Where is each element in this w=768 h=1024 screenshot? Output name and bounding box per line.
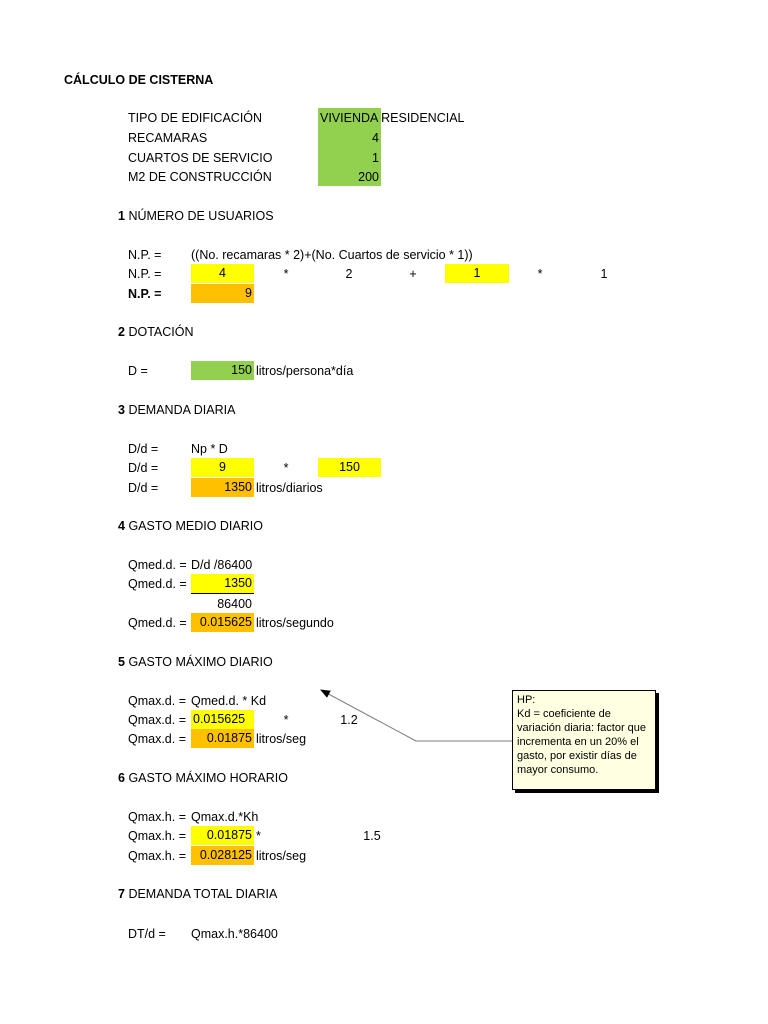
s6-qmaxd-cell[interactable]: 0.01875	[191, 826, 254, 845]
s5-kd-value: 1.2	[340, 713, 358, 727]
recamaras-value[interactable]: 4	[372, 131, 379, 145]
s3-result-label: D/d =	[128, 481, 159, 495]
s5-operator: *	[283, 713, 289, 727]
section-4-title: GASTO MEDIO DIARIO	[128, 519, 263, 533]
tipo-label: TIPO DE EDIFICACIÓN	[128, 111, 263, 125]
s3-unit: litros/diarios	[256, 481, 323, 495]
s4-result-cell[interactable]: 0.015625	[191, 613, 254, 632]
s3-np-cell[interactable]: 9	[191, 458, 254, 477]
tipo-value[interactable]: VIVIENDA RESIDENCIAL	[320, 111, 465, 125]
section-6-title: GASTO MÁXIMO HORARIO	[128, 771, 288, 785]
s1-recamaras-cell[interactable]: 4	[191, 264, 254, 283]
section-6-heading	[118, 770, 288, 786]
s1-operator-3: *	[537, 267, 543, 281]
s5-formula-label: Qmax.d. =	[128, 694, 187, 708]
s4-formula-label: Qmed.d. =	[128, 558, 187, 572]
s2-dotacion-cell[interactable]: 150	[191, 361, 254, 380]
s1-formula: ((No. recamaras * 2)+(No. Cuartos de servicio * 1))	[191, 248, 473, 262]
s4-unit: litros/segundo	[256, 616, 334, 630]
m2-label: M2 DE CONSTRUCCIÓN	[128, 170, 272, 184]
section-2-number: 2	[118, 325, 125, 339]
s1-formula-label: N.P. =	[128, 248, 162, 262]
section-3-number: 3	[118, 403, 125, 417]
s6-operator: *	[256, 829, 261, 843]
s5-unit: litros/seg	[256, 732, 307, 746]
comment-heading: HP:	[517, 694, 536, 706]
section-7-heading	[118, 886, 277, 902]
page-title: CÁLCULO DE CISTERNA	[64, 73, 214, 87]
s3-result-cell[interactable]: 1350	[191, 478, 254, 497]
section-7-number: 7	[118, 887, 125, 901]
s6-unit: litros/seg	[256, 849, 307, 863]
s5-result-label: Qmax.d. =	[128, 732, 187, 746]
section-6-number: 6	[118, 771, 125, 785]
s7-formula: Qmax.h.*86400	[191, 927, 278, 941]
s6-formula: Qmax.d.*Kh	[191, 810, 259, 824]
s6-values-label: Qmax.h. =	[128, 829, 187, 843]
s1-result-cell[interactable]: 9	[191, 284, 254, 303]
section-1-title: NÚMERO DE USUARIOS	[128, 209, 274, 223]
section-4-number: 4	[118, 519, 125, 533]
s4-denominator: 86400	[217, 597, 252, 611]
s6-result-cell[interactable]: 0.028125	[191, 846, 254, 865]
s1-operator-1: *	[283, 267, 289, 281]
s6-kh-value: 1.5	[363, 829, 381, 843]
s4-result-label: Qmed.d. =	[128, 616, 187, 630]
recamaras-label: RECAMARAS	[128, 131, 208, 145]
s1-values-label: N.P. =	[128, 267, 162, 281]
section-5-number: 5	[118, 655, 125, 669]
cuartos-label: CUARTOS DE SERVICIO	[128, 151, 273, 165]
s3-formula-label: D/d =	[128, 442, 159, 456]
section-5-title: GASTO MÁXIMO DIARIO	[128, 655, 273, 669]
s1-cuartos-cell[interactable]: 1	[445, 264, 509, 283]
section-3-title: DEMANDA DIARIA	[128, 403, 236, 417]
s3-values-label: D/d =	[128, 461, 159, 475]
cell-comment[interactable]	[512, 690, 656, 790]
s2-label: D =	[128, 364, 148, 378]
s1-factor-2: 2	[345, 267, 353, 281]
s2-unit: litros/persona*día	[256, 364, 354, 378]
s4-formula: D/d /86400	[191, 558, 253, 572]
cuartos-value[interactable]: 1	[372, 151, 379, 165]
s5-result-cell[interactable]: 0.01875	[191, 729, 254, 748]
comment-body: Kd = coeficiente de variación diaria: factor que incrementa en un 20% el gasto, por existir días de mayor consumo.	[517, 708, 647, 776]
s1-result-label: N.P. =	[128, 287, 162, 301]
s1-operator-2: +	[409, 267, 417, 281]
s6-formula-label: Qmax.h. =	[128, 810, 187, 824]
s4-values-label: Qmed.d. =	[128, 577, 187, 591]
s3-operator: *	[283, 461, 289, 475]
s6-result-label: Qmax.h. =	[128, 849, 187, 863]
s5-formula: Qmed.d. * Kd	[191, 694, 267, 708]
s5-qmed-cell[interactable]: 0.015625	[191, 710, 254, 729]
section-7-title: DEMANDA TOTAL DIARIA	[128, 887, 278, 901]
s1-factor-1: 1	[600, 267, 608, 281]
section-2-title: DOTACIÓN	[128, 325, 194, 339]
m2-value[interactable]: 200	[358, 170, 379, 184]
s3-dotacion-cell[interactable]: 150	[318, 458, 381, 477]
s3-formula: Np * D	[191, 442, 228, 456]
section-1-number: 1	[118, 209, 125, 223]
s5-values-label: Qmax.d. =	[128, 713, 187, 727]
s7-formula-label: DT/d =	[128, 927, 166, 941]
s4-numerator-cell[interactable]: 1350	[191, 574, 254, 593]
